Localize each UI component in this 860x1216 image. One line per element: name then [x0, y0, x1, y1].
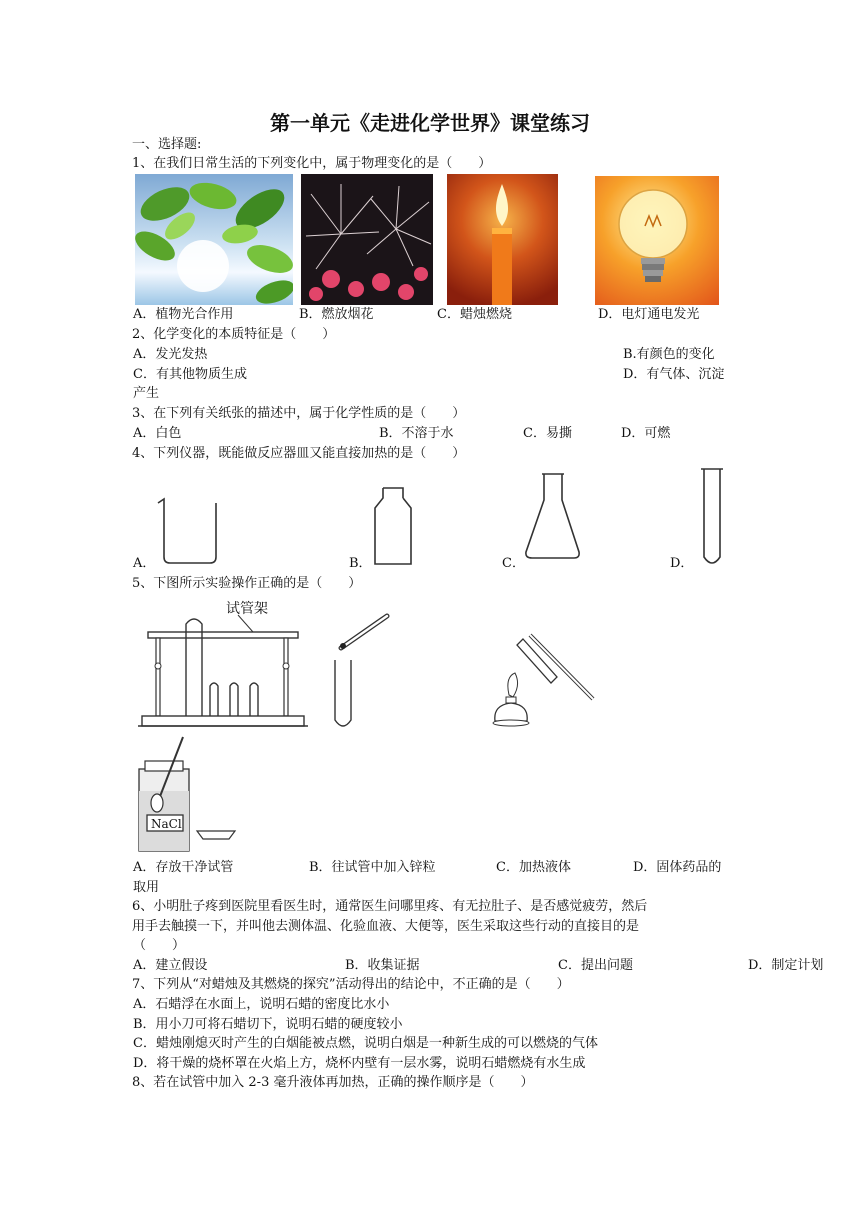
test-tube-rack-diagram: [138, 610, 308, 735]
q7-option-c: C．蜡烛刚熄灭时产生的白烟能被点燃，说明白烟是一种新生成的可以燃烧的气体: [133, 1036, 598, 1051]
q6-option-c: C．提出问题: [558, 958, 633, 973]
q4-stem: 4、下列仪器，既能做反应器皿又能直接加热的是（ ）: [132, 446, 466, 461]
test-tube-icon: [695, 465, 730, 570]
q5-option-d-continued: 取用: [133, 880, 160, 895]
photosynthesis-leaves-image: [135, 174, 293, 305]
q4-label-b: B．: [349, 556, 372, 571]
q3-stem: 3、在下列有关纸张的描述中，属于化学性质的是（ ）: [132, 406, 466, 421]
reagent-bottle-icon: [365, 484, 420, 569]
heating-liquid-diagram: [485, 625, 600, 730]
q1-stem: 1、在我们日常生活的下列变化中，属于物理变化的是（ ）: [132, 156, 492, 171]
q3-option-c: C．易撕: [523, 426, 572, 441]
q6-stem-line2: 用手去触摸一下，并叫他去测体温、化验血液、大便等，医生采取这些行动的直接目的是: [132, 919, 640, 934]
q6-stem-line1: 6、小明肚子疼到医院里看医生时，通常医生问哪里疼、有无拉肚子、是否感觉疲劳，然后: [132, 899, 648, 914]
q7-stem: 7、下列从“对蜡烛及其燃烧的探究”活动得出的结论中，不正确的是（ ）: [132, 977, 570, 992]
q2-option-b: B.有颜色的变化: [623, 347, 715, 362]
zinc-into-test-tube-diagram: [325, 610, 395, 735]
q2-option-a: A．发光发热: [133, 347, 208, 362]
q4-label-a: A．: [133, 556, 156, 571]
section-heading: 一、选择题:: [132, 137, 202, 152]
solid-reagent-scooping-diagram: [135, 735, 250, 855]
q2-option-d-continued: 产生: [133, 386, 160, 401]
q3-option-a: A．白色: [133, 426, 182, 441]
nacl-bottle-label: NaCl: [151, 817, 182, 831]
q6-option-b: B．收集证据: [345, 958, 420, 973]
q2-option-c: C．有其他物质生成: [133, 367, 247, 382]
q2-option-d: D．有气体、沉淀: [623, 367, 725, 382]
q1-option-c: C．蜡烛燃烧: [437, 307, 512, 322]
q8-stem: 8、若在试管中加入 2-3 毫升液体再加热，正确的操作顺序是（ ）: [132, 1075, 534, 1090]
q3-option-d: D．可燃: [621, 426, 671, 441]
q1-option-a: A．植物光合作用: [133, 307, 234, 322]
fireworks-image: [301, 174, 433, 305]
q3-option-b: B．不溶于水: [379, 426, 454, 441]
test-tube-rack-label: 试管架: [226, 601, 268, 617]
q5-option-b: B．往试管中加入锌粒: [309, 860, 436, 875]
q5-option-a: A．存放干净试管: [133, 860, 234, 875]
q5-option-d: D．固体药品的: [633, 860, 722, 875]
burning-candle-image: [447, 174, 558, 305]
page-title: 第一单元《走进化学世界》课堂练习: [270, 111, 590, 135]
q1-option-d: D．电灯通电发光: [598, 307, 700, 322]
conical-flask-icon: [520, 470, 585, 565]
q2-stem: 2、化学变化的本质特征是（ ）: [132, 327, 336, 342]
q7-option-a: A．石蜡浮在水面上，说明石蜡的密度比水小: [133, 997, 390, 1012]
q6-option-d: D．制定计划: [748, 958, 824, 973]
beaker-icon: [150, 495, 225, 570]
light-bulb-image: [595, 176, 719, 305]
q5-option-c: C．加热液体: [496, 860, 571, 875]
q6-stem-line3: （ ）: [133, 938, 186, 953]
q4-label-c: C．: [502, 556, 525, 571]
q1-option-b: B．燃放烟花: [299, 307, 374, 322]
q4-label-d: D．: [670, 556, 694, 571]
q5-stem: 5、下图所示实验操作正确的是（ ）: [132, 576, 362, 591]
q7-option-b: B．用小刀可将石蜡切下，说明石蜡的硬度较小: [133, 1017, 403, 1032]
q7-option-d: D．将干燥的烧杯罩在火焰上方，烧杯内壁有一层水雾，说明石蜡燃烧有水生成: [133, 1056, 586, 1071]
q6-option-a: A．建立假设: [133, 958, 208, 973]
